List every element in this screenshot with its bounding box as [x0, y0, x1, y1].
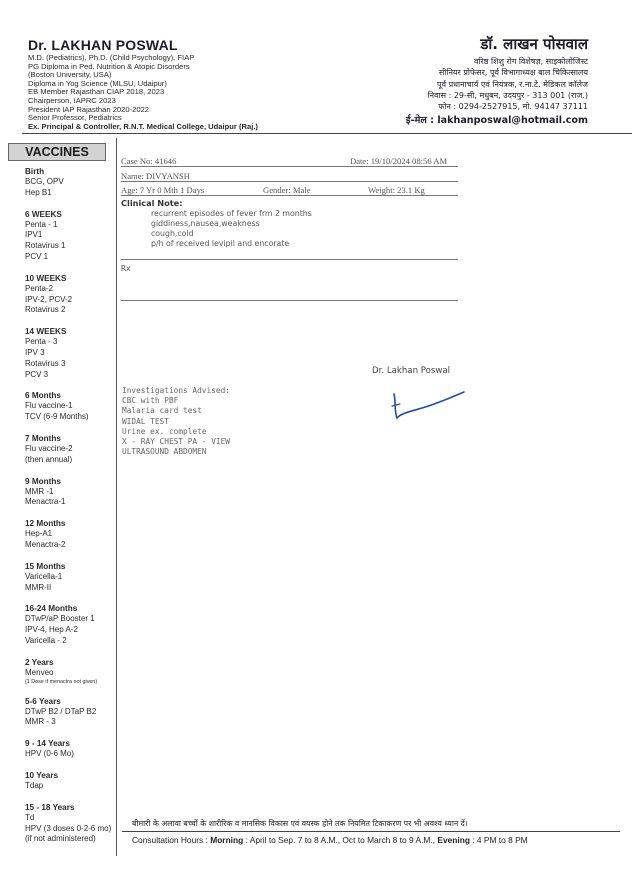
vaccine-item: PCV 3	[25, 369, 49, 379]
clinical-note-line: recurrent episodes of fever frm 2 months	[151, 209, 312, 218]
evening-label: Evening	[437, 835, 470, 845]
qualification-line: President IAP Rajasthan 2020-2022	[28, 104, 150, 114]
clinical-note-line: cough,cold	[151, 229, 194, 238]
vaccine-item: MMR-II	[25, 582, 52, 592]
vaccine-note: (1 Dose if menactra not given)	[25, 678, 98, 685]
doctor-position: Ex. Principal & Controller, R.N.T. Medical College, Udaipur (Raj.)	[28, 121, 258, 131]
investigation-item: Malaria card test	[122, 406, 202, 416]
investigation-item: X - RAY CHEST PA - VIEW	[122, 437, 230, 447]
investigations	[122, 386, 230, 457]
vaccine-group	[25, 561, 117, 594]
vaccine-age-title: 7 Months	[25, 433, 61, 443]
qualification-line: EB Member Rajasthan CIAP 2018, 2023	[28, 87, 165, 97]
hindi-line: पूर्व प्रधानाचार्य एवं नियंत्रक, र.ना.टे. मेडिकल कॉलेज	[437, 79, 588, 89]
investigation-item: CBC with PBF	[122, 396, 179, 406]
vaccine-age-title: 16-24 Months	[25, 604, 78, 614]
vaccine-item: BCG, OPV	[25, 177, 64, 186]
vaccine-item: Penta - 1	[25, 219, 58, 229]
vaccines-title: VACCINES	[8, 143, 106, 161]
vaccine-group	[25, 476, 117, 509]
vaccine-item: MMR - 3	[25, 717, 56, 727]
vaccine-group	[25, 166, 117, 199]
vaccine-item: Menactra-2	[25, 539, 66, 549]
doctor-name: Dr. LAKHAN POSWAL	[28, 37, 178, 53]
qualification-line: (Boston University, USA)	[28, 70, 112, 80]
investigation-item: Urine ex. complete	[122, 426, 207, 436]
vaccine-item: Td	[25, 812, 35, 822]
vaccine-group	[25, 518, 117, 551]
rule	[121, 195, 458, 196]
hindi-address: निवास : 29-सी, मधुबन, उदयपुर - 313 001 (राज.)	[427, 90, 588, 100]
vaccine-group	[25, 390, 117, 423]
doctor-qualifications	[28, 54, 258, 131]
vaccine-group	[25, 657, 117, 686]
vaccine-group	[25, 433, 117, 466]
consultation-hours	[132, 835, 528, 845]
vaccine-age-title: 6 WEEKS	[25, 209, 62, 219]
vaccine-item: Rotavirus 2	[25, 305, 66, 315]
vaccine-age-title: 12 Months	[25, 519, 66, 529]
vaccine-item: Tdap	[25, 780, 44, 790]
footer-divider	[122, 831, 620, 832]
hindi-line: वरिष्ठ शिशु रोग विशेषज्ञ, साइकोलोजिस्ट	[473, 57, 588, 66]
vaccine-group	[25, 802, 117, 845]
morning-hours: : April to Sep. 7 to 8 A.M., Oct to March 8 to 9 A.M.,	[245, 835, 436, 845]
investigation-item: ULTRASOUND ABDOMEN	[122, 447, 207, 457]
case-number: Case No: 41646	[121, 156, 177, 166]
vaccine-item: HPV (0-6 Mo)	[25, 749, 74, 759]
vaccine-age-title: Birth	[25, 167, 45, 176]
vaccine-item: Menactra-1	[25, 497, 66, 507]
vaccine-item: DTwP B2 / DTaP B2	[25, 706, 97, 716]
vaccine-age-title: 5-6 Years	[25, 696, 61, 706]
vaccine-age-title: 15 Months	[25, 561, 66, 571]
vaccine-age-title: 15 - 18 Years	[25, 802, 75, 812]
patient-gender: Gender: Male	[263, 185, 311, 195]
vaccine-item: Hep B1	[25, 187, 52, 197]
qualification-line: Chairperson, IAPRC 2023	[28, 95, 116, 105]
vaccine-age-title: 9 - 14 Years	[25, 739, 70, 749]
vaccine-item: Penta-2	[25, 283, 54, 293]
vaccine-group	[25, 209, 117, 263]
vaccine-age-title: 6 Months	[25, 391, 61, 401]
vaccine-schedule	[25, 166, 117, 855]
patient-age: Age: 7 Yr 0 Mth 1 Days	[121, 185, 205, 195]
vaccine-item: IPV-4, Hep A-2	[25, 625, 78, 635]
vaccine-item: Penta - 3	[25, 337, 58, 347]
vaccine-item: IPV-2, PCV-2	[25, 294, 73, 304]
vaccine-item: Hep-A1	[25, 529, 53, 539]
hindi-line: सीनियर प्रोफेसर, पूर्व विभागाध्यक्ष बाल चिकित्सालय	[438, 68, 588, 78]
footer-hindi-note: बीमारी के अलावा बच्चों के शारीरिक व मानसिक विकास एवं वयस्क होने तक नियमित टिकाकरण पर भी अवश्य ध्यान दें।	[132, 819, 468, 828]
vaccine-item: (then annual)	[25, 454, 73, 464]
vaccine-group	[25, 603, 117, 646]
rule	[121, 166, 458, 167]
vaccine-item: Varicella - 2	[25, 635, 67, 645]
vaccine-age-title: 10 Years	[25, 770, 59, 780]
clinical-note-line: giddiness,nausea,weakness	[151, 219, 260, 228]
vaccine-group	[25, 738, 117, 760]
vaccine-age-title: 2 Years	[25, 657, 54, 667]
morning-label: Morning	[210, 835, 244, 845]
doctor-email: ई-मेल : lakhanposwal@hotmail.com	[405, 115, 588, 127]
hours-prefix: Consultation Hours :	[132, 835, 208, 845]
signature-mark	[388, 388, 468, 424]
rule	[121, 300, 458, 301]
visit-date: Date: 19/10/2024 08:56 AM	[350, 156, 448, 166]
hindi-phone: फोन : 0294-2527915, मो. 94147 37111	[438, 102, 588, 112]
qualification-line: PG Diploma in Ped. Nutrition & Atopic Disorders	[28, 61, 190, 71]
hindi-doctor-name: डॉ. लाखन पोसवाल	[480, 35, 588, 53]
vaccine-item: Flu vaccine-1	[25, 401, 73, 411]
vaccine-item: Flu vaccine-2	[25, 443, 73, 453]
clinical-note-line: p/h of received levipil and encorate	[151, 239, 290, 248]
patient-name: Name: DIVYANSH	[121, 171, 190, 181]
vaccine-age-title: 14 WEEKS	[25, 327, 67, 337]
qualification-line: M.D. (Pediatrics), Ph.D. (Child Psychology), FIAP	[28, 53, 195, 62]
investigation-item: WIDAL TEST	[122, 416, 169, 426]
vaccine-group	[25, 273, 117, 316]
vaccine-item: PCV 1	[25, 251, 49, 261]
vaccine-item: Varicella-1	[25, 571, 63, 581]
vaccine-group	[25, 696, 117, 729]
evening-hours: : 4 PM to 8 PM	[472, 835, 528, 845]
clinical-notes	[151, 209, 312, 249]
vaccine-item: TCV (6-9 Months)	[25, 412, 89, 422]
rule	[121, 181, 458, 182]
vaccine-item: (if not administered)	[25, 834, 96, 844]
vaccine-item: HPV (3 doses 0-2-6 mo)	[25, 823, 112, 833]
vaccine-item: IPV 3	[25, 347, 45, 357]
vaccine-item: Menveo	[25, 667, 54, 677]
clinical-note-title: Clinical Note:	[121, 198, 183, 208]
patient-weight: Weight: 23.1 Kg	[368, 185, 425, 195]
signer-name: Dr. Lakhan Poswal	[372, 366, 451, 376]
hindi-header	[406, 34, 588, 126]
vaccine-age-title: 10 WEEKS	[25, 273, 67, 283]
vaccine-item: DTwP/aP Booster 1	[25, 614, 95, 624]
header-divider	[22, 133, 632, 134]
vaccine-item: MMR -1	[25, 486, 54, 496]
qualification-line: Diploma in Yog Science (MLSU, Udaipur)	[28, 78, 167, 88]
vaccine-group	[25, 326, 117, 380]
vaccine-item: Rotavirus 3	[25, 358, 66, 368]
rx-label: Rx	[121, 263, 131, 273]
vaccine-age-title: 9 Months	[25, 476, 61, 486]
qualification-line: Senior Professor, Pediatrics	[28, 113, 122, 123]
vaccine-group	[25, 770, 117, 792]
investigations-title: Investigations Advised:	[122, 386, 230, 395]
rule	[121, 259, 458, 260]
vaccine-item: Rotavirus 1	[25, 241, 66, 251]
vaccine-item: IPV1	[25, 230, 43, 240]
